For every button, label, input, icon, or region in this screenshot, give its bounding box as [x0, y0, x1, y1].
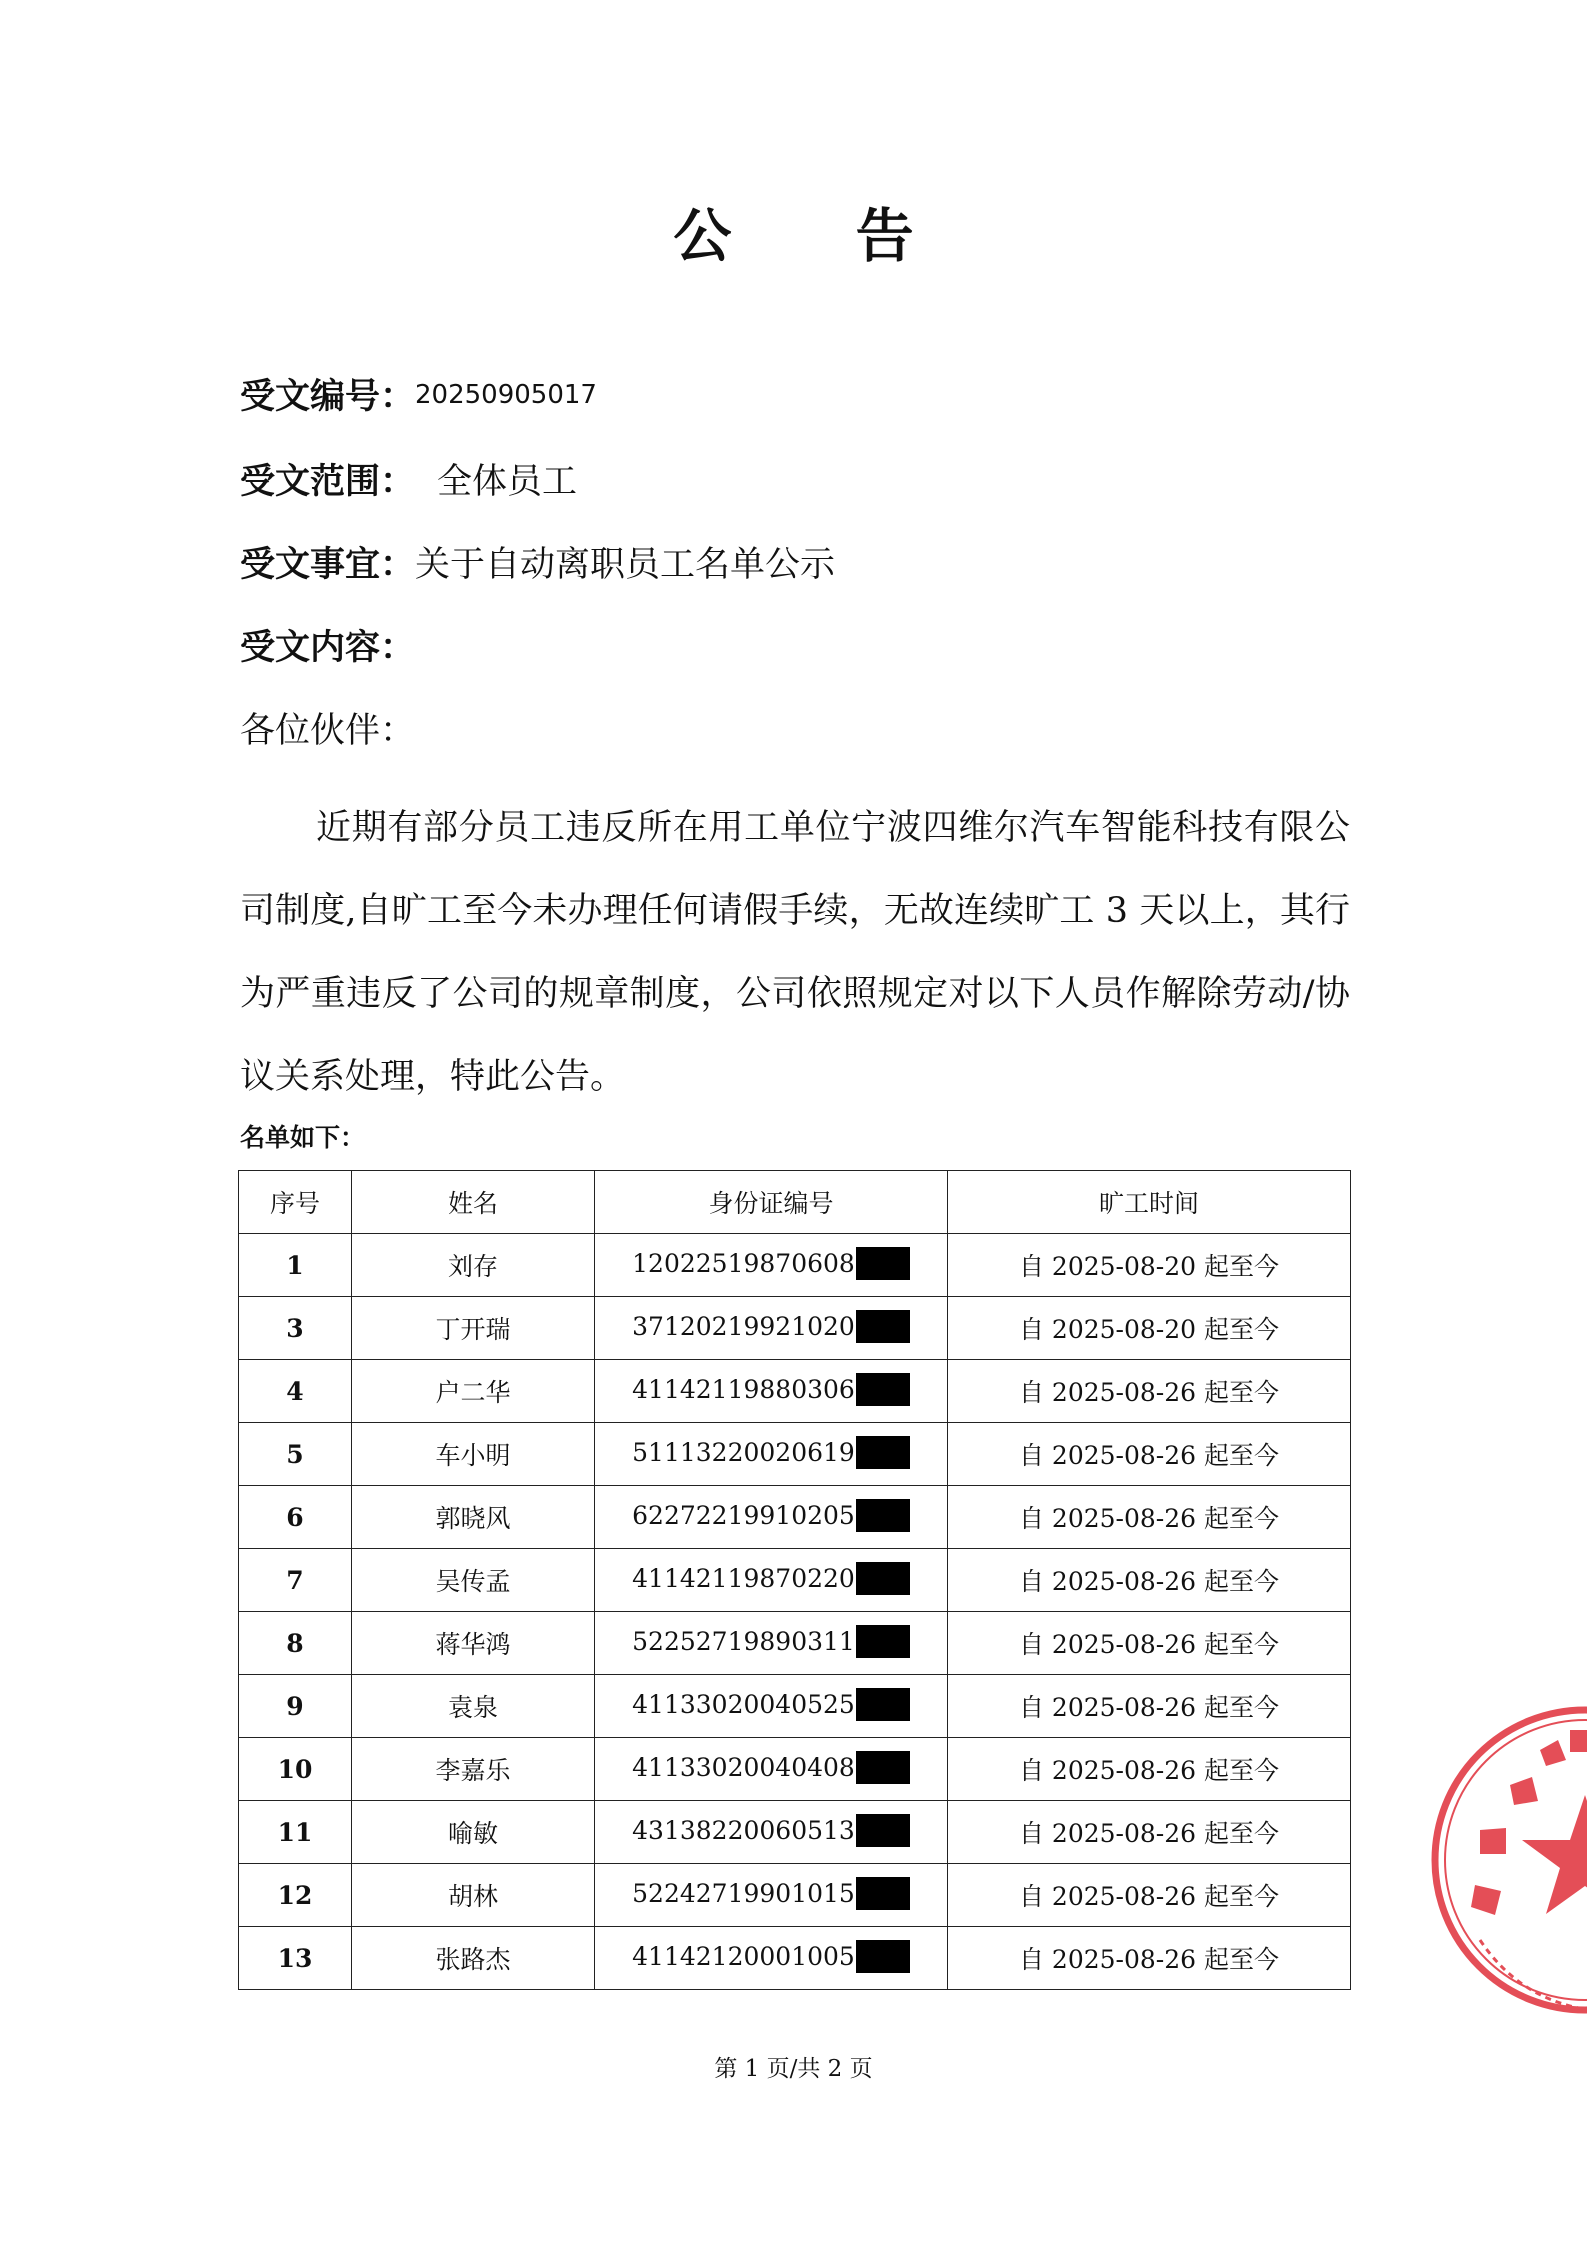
id-number-visible: 62272219910205 [632, 1500, 855, 1530]
cell-name: 车小明 [352, 1423, 595, 1486]
table-row [239, 1675, 1351, 1738]
table-row [239, 1423, 1351, 1486]
cell-name: 胡林 [352, 1864, 595, 1927]
cell-period: 自 2025-08-26 起至今 [948, 1486, 1351, 1549]
field-label: 受文编号： [240, 376, 416, 417]
header-name: 姓名 [352, 1171, 595, 1234]
id-number-visible: 41142120001005 [632, 1941, 855, 1971]
list-label: 名单如下： [240, 1123, 366, 1152]
id-number-visible: 43138220060513 [632, 1815, 855, 1845]
cell-period: 自 2025-08-20 起至今 [948, 1234, 1351, 1297]
cell-seq: 8 [239, 1612, 352, 1675]
cell-name: 丁开瑞 [352, 1297, 595, 1360]
redaction-block [856, 1751, 910, 1784]
cell-seq: 11 [239, 1801, 352, 1864]
cell-seq: 6 [239, 1486, 352, 1549]
cell-period: 自 2025-08-26 起至今 [948, 1864, 1351, 1927]
redaction-block [856, 1877, 910, 1910]
cell-id [595, 1486, 948, 1549]
field-value: 20250905017 [415, 380, 597, 410]
cell-period: 自 2025-08-20 起至今 [948, 1297, 1351, 1360]
field-value: 全体员工 [437, 462, 578, 502]
cell-period: 自 2025-08-26 起至今 [948, 1549, 1351, 1612]
cell-name: 袁泉 [352, 1675, 595, 1738]
cell-name: 户二华 [352, 1360, 595, 1423]
table-row [239, 1234, 1351, 1297]
cell-seq: 5 [239, 1423, 352, 1486]
id-number-visible: 52242719901015 [632, 1878, 855, 1908]
field-subject [240, 540, 835, 590]
table-row [239, 1927, 1351, 1990]
cell-name: 李嘉乐 [352, 1738, 595, 1801]
field-label: 受文范围： [240, 461, 416, 502]
redaction-block [856, 1688, 910, 1721]
field-label: 受文事宜： [240, 544, 416, 585]
cell-period: 自 2025-08-26 起至今 [948, 1927, 1351, 1990]
cell-period: 自 2025-08-26 起至今 [948, 1801, 1351, 1864]
cell-seq: 13 [239, 1927, 352, 1990]
redaction-block [856, 1499, 910, 1532]
cell-period: 自 2025-08-26 起至今 [948, 1675, 1351, 1738]
cell-name: 喻敏 [352, 1801, 595, 1864]
cell-id [595, 1801, 948, 1864]
redaction-block [856, 1940, 910, 1973]
redaction-block [856, 1562, 910, 1595]
id-number-visible: 41142119870220 [632, 1563, 855, 1593]
cell-seq: 10 [239, 1738, 352, 1801]
table-row [239, 1549, 1351, 1612]
cell-seq: 12 [239, 1864, 352, 1927]
cell-seq: 4 [239, 1360, 352, 1423]
cell-id [595, 1675, 948, 1738]
cell-id [595, 1360, 948, 1423]
field-value: 关于自动离职员工名单公示 [415, 545, 836, 585]
document-title: 公 告 [673, 202, 966, 270]
cell-name: 张路杰 [352, 1927, 595, 1990]
table-header-row [239, 1171, 1351, 1234]
table-row [239, 1738, 1351, 1801]
cell-id [595, 1864, 948, 1927]
cell-period: 自 2025-08-26 起至今 [948, 1738, 1351, 1801]
cell-name: 蒋华鸿 [352, 1612, 595, 1675]
field-scope [240, 457, 577, 507]
id-number-visible: 41142119880306 [632, 1374, 855, 1404]
cell-name: 吴传孟 [352, 1549, 595, 1612]
id-number-visible: 37120219921020 [632, 1311, 855, 1341]
header-id: 身份证编号 [595, 1171, 948, 1234]
page-footer: 第 1 页/共 2 页 [714, 2056, 873, 2082]
field-doc-number [240, 372, 597, 425]
redaction-block [856, 1373, 910, 1406]
table-row [239, 1864, 1351, 1927]
header-period: 旷工时间 [948, 1171, 1351, 1234]
cell-seq: 9 [239, 1675, 352, 1738]
cell-seq: 1 [239, 1234, 352, 1297]
cell-id [595, 1234, 948, 1297]
cell-period: 自 2025-08-26 起至今 [948, 1423, 1351, 1486]
cell-id [595, 1297, 948, 1360]
redaction-block [856, 1436, 910, 1469]
cell-id [595, 1927, 948, 1990]
cell-id [595, 1423, 948, 1486]
cell-id [595, 1549, 948, 1612]
company-seal-stamp [1420, 1690, 1587, 2030]
cell-id [595, 1738, 948, 1801]
roster-table [238, 1170, 1351, 1990]
table-row [239, 1486, 1351, 1549]
body-paragraph: 近期有部分员工违反所在用工单位宁波四维尔汽车智能科技有限公司制度,自旷工至今未办理任何请假手续，无故连续旷工 3 天以上，其行为严重违反了公司的规章制度，公司依照规定对以下人员作解除劳动/协议关系处理，特此公告。 [240, 808, 1350, 1097]
id-number-visible: 52252719890311 [632, 1626, 855, 1656]
header-seq: 序号 [239, 1171, 352, 1234]
id-number-visible: 12022519870608 [632, 1248, 855, 1278]
greeting: 各位伙伴： [240, 711, 416, 751]
table-row [239, 1360, 1351, 1423]
cell-seq: 3 [239, 1297, 352, 1360]
table-row [239, 1297, 1351, 1360]
cell-id [595, 1612, 948, 1675]
table-row [239, 1612, 1351, 1675]
cell-name: 刘存 [352, 1234, 595, 1297]
redaction-block [856, 1310, 910, 1343]
redaction-block [856, 1814, 910, 1847]
cell-period: 自 2025-08-26 起至今 [948, 1612, 1351, 1675]
id-number-visible: 41133020040525 [632, 1689, 855, 1719]
field-label: 受文内容： [240, 627, 416, 668]
cell-name: 郭晓风 [352, 1486, 595, 1549]
table-row [239, 1801, 1351, 1864]
redaction-block [856, 1247, 910, 1280]
id-number-visible: 41133020040408 [632, 1752, 855, 1782]
cell-seq: 7 [239, 1549, 352, 1612]
redaction-block [856, 1625, 910, 1658]
id-number-visible: 51113220020619 [632, 1437, 855, 1467]
cell-period: 自 2025-08-26 起至今 [948, 1360, 1351, 1423]
field-content [240, 623, 415, 673]
